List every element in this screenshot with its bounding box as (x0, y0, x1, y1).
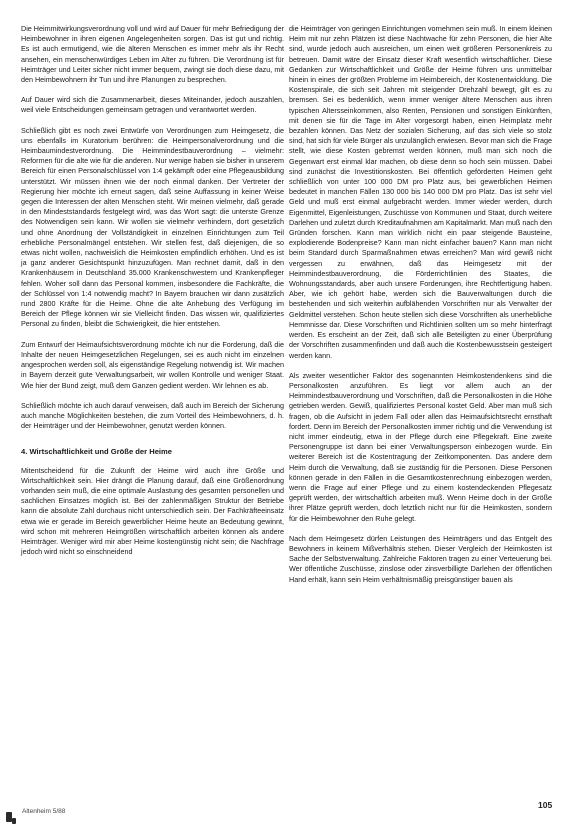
scan-artifact (12, 818, 16, 824)
paragraph: Schließlich gibt es noch zwei Entwürfe von Verordnungen zum Heimgesetz, die uns ebenfalls im Kuratorium berühren: die Heimpersonalverordnung und die Heimbaumindestverordnung. Die Heimmindestbauverordnung – vielmehr: Reformen für die alte wie für die anderen. Nur wenige haben sie bisher in unserem Bereich für einen Personalschlüssel von 1:4 gekämpft oder eine Pflegeausbildung unterstützt. Wir müssen ihnen wie der noch einmal danken. Der Vertreter der Regierung hier möchte ich erneut sagen, daß seine Auffassung in keiner Weise gegen die Interessen der alten Menschen steht. Wir meinen vielmehr, daß gerade in den Mindeststandards festgelegt wird, was das Wort sagt: die unterste Grenze des Notwendigen sein kann. Wir wollen sie vielmehr verhindern, dort gesetzlich und ohne Anordnung der Vollständigkeit in einzelnen Einrichtungen zum Teil erhebliche Personalmängel entstehen. Wir stellen fest, daß diejenigen, die so etwas nicht wollen, nachweislich die Heimkosten empfindlich erhöhen. Und es ist ja ganz anderer Gesichtspunkt hinzuzufügen. Man rechnet damit, daß in den Krankenhäusern in Deutschland 35.000 Krankenschwestern und Krankenpfleger fehlen. Woher soll dann das Personal kommen, insbesondere die Fachkräfte, die der Schlüssel von 1:4 notwendig macht? In Bayern brauchen wir dann zusätzlich rund 2800 Kräfte für die Heime. Ohne die alte Anhebung des Verfügung im Bereich der Pflege können wir sie Vielleicht finden. Das wissen wir, qualifiziertes Personal zu finden, bleibt die Schwierigkeit, die hier entstehen. (21, 125, 284, 329)
page-number: 105 (538, 800, 553, 810)
left-column (21, 24, 284, 567)
paragraph: Nach dem Heimgesetz dürfen Leistungen des Heimträgers und das Entgelt des Bewohners in keinem Mißverhältnis stehen. Dieser Vergleich der Heimkosten ist Sache der Selbstverwaltung. Zahlreiche Faktoren tragen zu einer Verteuerung bei. Wer öffentliche Zuschüsse, zinslose oder zinsverbilligte Darlehen der öffentlichen Hand erhält, kann sein Heim verhältnismäßig preisgünstiger bauen als (289, 533, 552, 584)
paragraph: Als zweiter wesentlicher Faktor des sogenannten Heimkostendenkens sind die Personalkosten anzuführen. Es liegt vor allem auch an der Heimmindestbauverordnung und Vorschriften, daß die Personalkosten in die Höhe getrieben werden. Gewiß, qualifiziertes Personal kostet Geld. Aber man muß sich fragen, ob die Aufsicht in jedem Fall oder allen das Heimaufsichtsrecht ernsthaft fordert. Denn im Bereich der Personalkosten immer richtig und die Verwendung ist nicht immer eindeutig, etwa in der Pflege durch eine Pflegekraft. Eine zweite Personengruppe ist dann bei einer Verwaltungsperson einbezogen wurde. Ein weiterer Bereich ist die Kostentragung der Zeitkomponenten. Das andere dem Heim durch die Verwaltung, daß sie zuständig für die Personen. Diese Personen können gerade in den Fällen in die Gesamtkostenrechnung einbezogen werden, wenn die Frage auf einer Pflege und zu einem kostendeckenden Pflegesatz geprüft werden, der wirtschaftlich arbeiten muß. Wenn Heime doch in der Größe ihrer Plätze geprüft werden, doch letztlich nicht nur für die Heimkosten, sondern für die Heimbewohner den Ruhe gelegt. (289, 370, 552, 523)
paragraph: Mitentscheidend für die Zukunft der Heime wird auch ihre Größe und Wirtschaftlichkeit sein. Hier drängt die Planung darauf, daß eine Größenordnung vorhanden sein muß, die eine optimale Auslastung des gesamten personellen und sachlichen Einsatzes möglich ist. Bei der zahlenmäßigen Struktur der Betriebe kann die absolute Zahl durchaus nicht unterschiedlich sein. Der Fachkräfteeinsatz etwa wie er gerade im Bereich gewerblicher Heime heute an Bedeutung gewinnt, wird schon mit mehreren Heimgrößen wirtschaftlich arbeiten können als andere Heimträger. Weniger wird mir aber Heime kostengünstig nicht sein; die Nachfrage jedoch wird nicht so einschneidend (21, 465, 284, 557)
paragraph: die Heimträger von geringen Einrichtungen vornehmen sein muß. In einem kleinen Heim mit nur zehn Plätzen ist diese Nachtwache für zehn Personen, die hier Alte sind, wurde jedoch auch ausreichen, um einen weit größeren Personenkreis zu betreuen. Damit wäre der Einsatz dieser Kraft wesentlich wirtschaftlicher. Diese Gedanken zur Wirtschaftlichkeit und Größe der Heime führen uns unmittelbar hinein in eines der größten Probleme im Heimbereich, der Kostenentwicklung. Die Kostenspirale, die sich seit Jahren mit steigender Drehzahl bewegt, gilt es zu bremsen. Sei es bedenklich, wenn immer weniger ältere Menschen aus ihren typischen Altersseinkommen, also Renten, Pensionen und sonstigen Einkünften, mit denen sie für die Tage im Alter vorgesorgt haben, einen Heimplatz mehr bezahlen können. Das Netz der sozialen Sicherung, auf das sich viele so stolz sind, hat sich für viele Bürger als unzulänglich erwiesen. Bevor man sich die Frage stellt, wie diese Kosten gebremst werden können, muß man sich noch die Gegenwart erst einmal klar machen, ob diese denn so hoch sein müssen. Dabei sind zunächst die Investitionskosten. Bei öffentlich geförderten Heimen geht schließlich von unter 100 000 DM pro Platz aus, bei gewerblichen Heimen bedeutet in manchen Fällen 130 000 bis 140 000 DM pro Platz. Das ist sehr viel Geld und muß erst einmal aufgebracht werden. Immer wieder werden, durch Eigenmittel, Eigenleistungen, Zuschüsse von Kommunen und Staat, durch weitere Darlehen und zuletzt durch Kreditaufnahmen am Kapitalmarkt. Man muß nach den Gründen forschen. Kann man wirklich nicht ein paar steigende Bausteine, explodierende Bodenpreise? Kann man nicht einfacher bauen? Kann man nicht beim Standard durch Sparmaßnahmen etwas erreichen? Man wird gewiß nicht vergessen zu erwähnen, daß das Heimgesetz mit der Heimmindestbauverordnung, die Förderrichtlinien des Staates, die Wohnungsstandards, aber auch unsere Forderungen, ihre Rechtfertigung haben. Aber, wie ich gehört habe, werden sich die Bauverwaltungen durch die bestehenden und sich weiterhin aufblähenden Vorschriften nur als Verwalter der Geldmittel verstehen. Schon heute stellen sich diese Vorschriften als unerhebliche Hemmnisse dar. Diese Vorschriften und Richtlinien sollten um so mehr hinterfragt werden. Es erscheint an der Zeit, daß sich alle Beteiligten zu einer Überprüfung der Vorschriften zusammenfinden und daß auch die Kostenbewusstsein gesteigert werden kann. (289, 24, 552, 360)
paragraph: Schließlich möchte ich auch darauf verweisen, daß auch im Bereich der Sicherung auch manche Möglichkeiten bestehen, die zum Vorteil des Heimbewohners, d. h. der Heimträger und der Heimbewohner, genutzt werden können. (21, 400, 284, 431)
paragraph: Auf Dauer wird sich die Zusammenarbeit, dieses Miteinander, jedoch auszahlen, weil viele Entscheidungen gemeinsam getragen und verantwortet werden. (21, 95, 284, 115)
paragraph: Die Heimmitwirkungsverordnung voll und wird auf Dauer für mehr Befriedigung der Heimbewohner in ihren eigenen Angelegenheiten sorgen. Das ist gut und richtig. Es ist auch ermutigend, wie die älteren Menschen es immer mehr als ihr Recht ansehen, ein menschenwürdiges Leben im Alter zu führen. Die Verordnung ist für Heimträger und Leiter sicher nicht immer bequem, zwingt sie doch diese dazu, mit den Heimbewohnern ihr Tun und ihre Planungen zu besprechen. (21, 24, 284, 85)
right-column (289, 24, 552, 595)
section-heading: 4. Wirtschaftlichkeit und Größe der Heime (21, 447, 172, 457)
paragraph: Zum Entwurf der Heimaufsichtsverordnung möchte ich nur die Forderung, daß die Inhalte der neuen Heimgesetzlichen Regelungen, sei es auch nicht im einzelnen angesprochen werden soll, als eigenständige Regelung notwendig ist. Wir machen in Bayern derzeit gute Verwaltungsarbeit, wir wollen Kontrolle und weniger Staat. Wie hier der Bund zeigt, muß dem Ganzen gedient werden. Wir lehnen es ab. (21, 339, 284, 390)
footer-publication: Altenheim 5/88 (22, 808, 66, 815)
